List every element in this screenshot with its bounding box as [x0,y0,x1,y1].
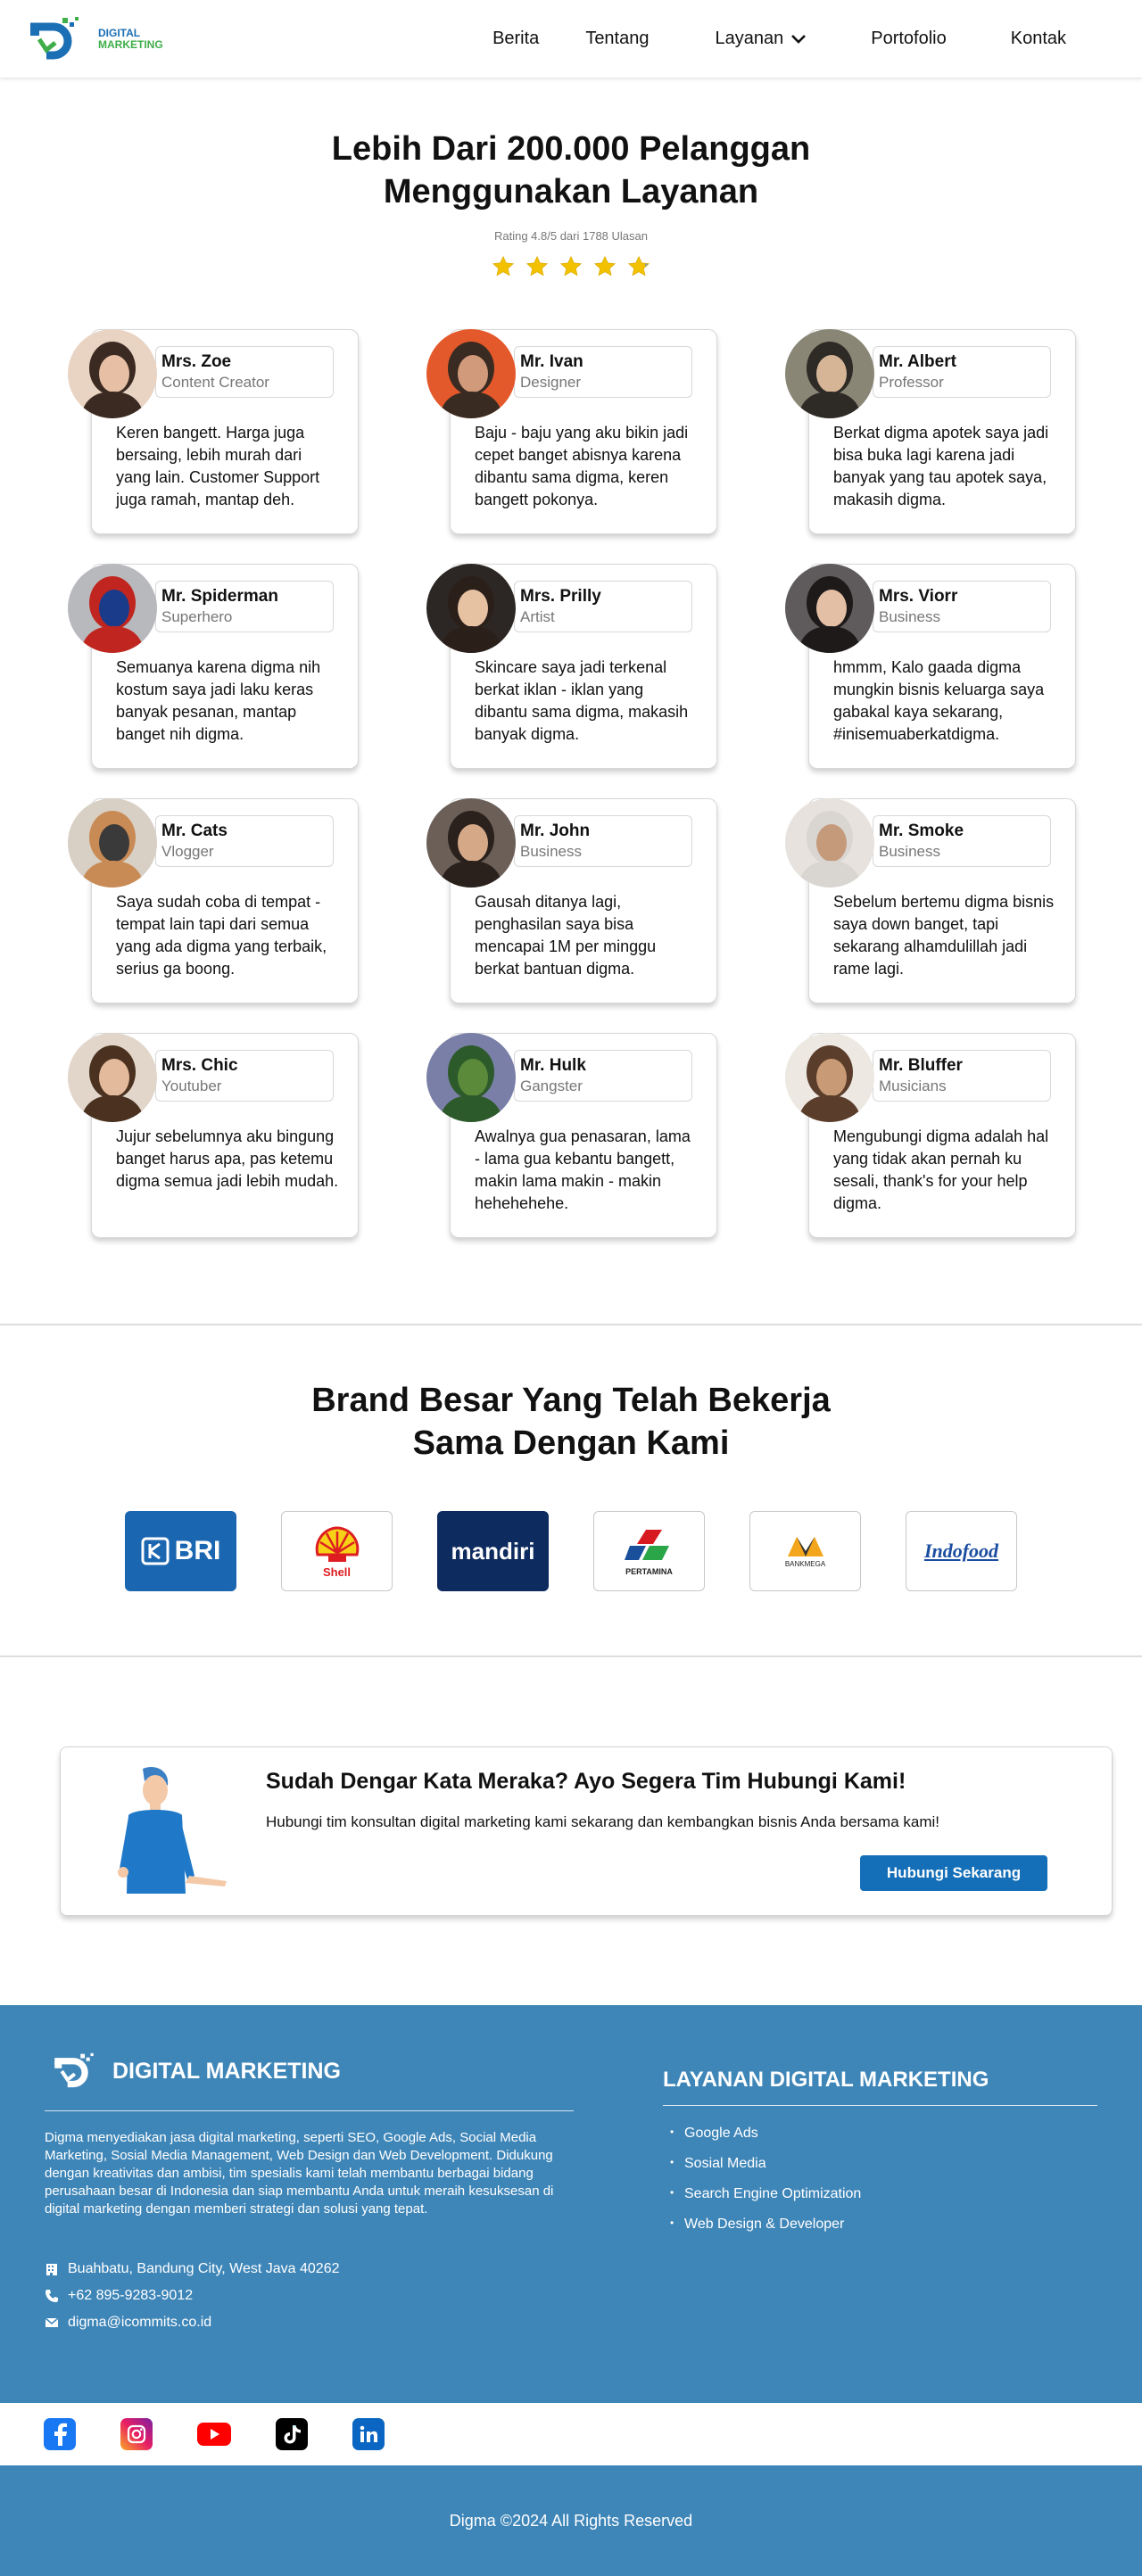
footer-service-item[interactable]: • Sosial Media [663,2156,1097,2172]
avatar [785,798,874,888]
footer-phone[interactable] [45,2288,574,2304]
nav-berita[interactable] [492,29,539,49]
reviewer-role: Business [520,843,582,860]
nav-kontak[interactable] [1011,29,1066,49]
brand-logo-bankmega [749,1511,861,1591]
footer-description: Digma menyediakan jasa digital marketing, seperti SEO, Google Ads, Social Media Marketing, Sosial Media Management, Web Design dan Web Development. Didukung dengan kreativitas dan ambisi, tim spesialis kami telah membantu berbagai bidang perusahaan besar di Indonesia dan siap membantu Anda untuk meraih kesuksesan di digital marketing dengan memberi strategi dan solusi yang tepat. [45,2130,554,2217]
copyright-text: Digma ©2024 All Rights Reserved [449,2511,693,2530]
reviewer-name: Mr. Smoke [879,822,964,840]
footer-service-item[interactable]: • Web Design & Developer [663,2217,1097,2233]
logo-text-marketing: MARKETING [98,37,163,51]
nav-kontak-label: Kontak [1010,29,1066,48]
youtube-icon[interactable] [197,2423,231,2446]
reviewer-role: Youtuber [161,1077,222,1094]
testimonial-card [450,1033,717,1238]
footer-brand-text: DIGITAL MARKETING [112,2058,342,2084]
nav-berita-label: Berita [492,29,540,48]
testimonial-namebox [873,815,1051,867]
testimonial-card [91,564,359,769]
reviewer-role: Artist [520,608,555,625]
footer-service-item[interactable]: • Google Ads [663,2126,1097,2142]
brand-pertamina-label: PERTAMINA [625,1567,673,1576]
testimonial-card [808,1033,1076,1238]
testimonial-card [450,798,717,1003]
brand-mandiri-label: mandiri [451,1537,535,1565]
reviewer-role: Superhero [161,608,233,625]
star-icon [525,255,549,283]
testimonial-quote: Saya sudah coba di tempat - tempat lain tapi dari semua yang ada digma yang terbaik, serius ga boong. [116,893,327,978]
reviewer-name: Mr. Hulk [520,1056,586,1075]
reviewer-name: Mr. Cats [161,822,228,840]
testimonial-quote: Baju - baju yang aku bikin jadi cepet banget abisnya karena dibantu sama digma, keren bangett pokonya. [475,424,689,508]
reviewer-role: Designer [520,374,582,391]
testimonial-namebox [155,815,334,867]
footer-email[interactable] [45,2315,574,2331]
copyright-bar [0,2465,1142,2576]
footer-services-list [663,2126,1097,2233]
logo-icon [52,2050,103,2093]
testimonial-namebox [155,346,334,398]
testimonial-namebox [873,346,1051,398]
footer-about [45,2050,574,2341]
brand-logo-pertamina [593,1511,705,1591]
reviewer-name: Mr. Albert [879,352,956,371]
cta-text: Hubungi tim konsultan digital marketing kami sekarang dan kembangkan bisnis Anda bersama kami! [266,1813,940,1830]
avatar [426,798,516,888]
testimonial-card [91,1033,359,1238]
avatar [426,564,516,653]
nav-portofolio-label: Portofolio [871,29,947,48]
testimonial-card [808,798,1076,1003]
linkedin-icon[interactable] [352,2418,385,2450]
reviewer-role: Content Creator [161,374,269,391]
brands-title-line1: Brand Besar Yang Telah Bekerja [311,1382,831,1419]
footer-email-text: digma@icommits.co.id [68,2315,212,2330]
logo-icon [27,14,91,64]
reviewer-name: Mr. John [520,822,591,840]
rating-text: Rating 4.8/5 dari 1788 Ulasan [493,229,648,243]
testimonial-quote: Jujur sebelumnya aku bingung banget harus apa, pas ketemu digma semua jadi lebih mudah. [116,1127,339,1190]
testimonial-quote: Semuanya karena digma nih kostum saya jadi laku keras banyak pesanan, mantap banget nih digma. [116,658,321,743]
testimonial-card [450,564,717,769]
testimonial-namebox [155,1050,334,1102]
facebook-icon[interactable] [44,2418,76,2450]
footer-phone-text: +62 895-9283-9012 [68,2288,194,2303]
nav-portofolio[interactable] [871,29,947,49]
chevron-down-icon [790,34,807,45]
cta-card [60,1746,1113,1916]
testimonial-namebox [873,581,1051,632]
contact-now-button[interactable]: Hubungi Sekarang [860,1855,1047,1891]
testimonial-namebox [514,815,692,867]
instagram-icon[interactable] [120,2418,153,2450]
nav-tentang[interactable] [585,29,649,49]
testimonials-title-line2: Menggunakan Layanan [383,173,759,211]
avatar [785,329,874,418]
testimonial-card [450,329,717,534]
testimonial-namebox [514,346,692,398]
star-icon [593,255,617,283]
brand-logo-indofood [906,1511,1017,1591]
reviewer-name: Mr. Ivan [520,352,583,371]
brand-logo-bri [125,1511,236,1591]
reviewer-role: Professor [879,374,944,391]
testimonial-quote: Awalnya gua penasaran, lama - lama gua kebantu bangett, makin lama makin - makin hehehehehe. [475,1127,691,1212]
avatar [785,1033,874,1122]
avatar [785,564,874,653]
social-links [0,2403,1142,2465]
testimonial-namebox [155,581,334,632]
reviewer-role: Business [879,608,940,625]
footer-address-text: Buahbatu, Bandung City, West Java 40262 [68,2261,340,2276]
testimonials-title [0,128,1142,213]
avatar [426,329,516,418]
footer-services [663,2068,1097,2247]
person-pointing-illustration [96,1760,230,1913]
testimonial-quote: Berkat digma apotek saya jadi bisa buka lagi karena jadi banyak yang tau apotek saya, makasih digma. [833,424,1049,508]
cta-title: Sudah Dengar Kata Meraka? Ayo Segera Tim Hubungi Kami! [266,1769,906,1794]
testimonial-namebox [514,581,692,632]
footer [0,2005,1142,2403]
site-logo[interactable] [27,14,163,64]
reviewer-name: Mrs. Zoe [161,352,232,371]
reviewer-role: Musicians [879,1077,947,1094]
avatar [68,564,157,653]
reviewer-name: Mr. Bluffer [879,1056,963,1075]
reviewer-role: Business [879,843,940,860]
footer-divider [45,2110,574,2111]
avatar [68,798,157,888]
footer-services-title: LAYANAN DIGITAL MARKETING [663,2068,989,2092]
footer-service-item[interactable]: • Search Engine Optimization [663,2186,1097,2202]
testimonial-card [91,798,359,1003]
brand-bankmega-label: BANKMEGA [784,1559,826,1568]
testimonial-card [808,329,1076,534]
footer-address [45,2261,574,2277]
brand-shell-label: Shell [322,1565,352,1579]
brand-bri-label: BRI [174,1536,221,1565]
cta-section [0,1657,1142,2005]
testimonial-quote: hmmm, Kalo gaada digma mungkin bisnis keluarga saya gabakal kaya sekarang, #inisemuaberkatdigma. [833,658,1045,743]
nav-layanan-dropdown[interactable] [715,29,807,49]
mail-icon [45,2316,59,2329]
avatar [68,329,157,418]
bri-mark-icon [141,1537,170,1565]
reviewer-role: Gangster [520,1077,583,1094]
bankmega-icon [786,1535,825,1558]
logo-text-digital: DIGITAL [98,26,141,39]
star-icon [492,255,515,283]
avatar [426,1033,516,1122]
star-icon [559,255,583,283]
brands-section [0,1325,1142,1657]
footer-contacts [45,2261,574,2331]
testimonial-quote: Skincare saya jadi terkenal berkat iklan - iklan yang dibantu sama digma, makasih banyak digma. [475,658,689,743]
testimonial-card [91,329,359,534]
testimonial-quote: Keren bangett. Harga juga bersaing, lebih murah dari yang lain. Customer Support juga ramah, mantap deh. [116,424,320,508]
brand-logo-mandiri [437,1511,549,1591]
building-icon [45,2262,59,2276]
testimonial-namebox [514,1050,692,1102]
reviewer-name: Mrs. Prilly [520,587,601,606]
testimonial-quote: Mengubungi digma adalah hal yang tidak akan pernah ku sesali, thank's for your help digma. [833,1127,1049,1212]
rating-stars [0,255,1142,283]
main-menu [492,29,1066,49]
reviewer-role: Vlogger [161,843,214,860]
testimonial-card [808,564,1076,769]
phone-icon [45,2289,59,2303]
footer-services-divider [663,2105,1097,2106]
reviewer-name: Mrs. Chic [161,1056,238,1075]
brands-title-line2: Sama Dengan Kami [412,1424,730,1462]
testimonial-quote: Gausah ditanya lagi, penghasilan saya bisa mencapai 1M per minggu berkat bantuan digma. [475,893,657,978]
testimonials-title-line1: Lebih Dari 200.000 Pelanggan [331,130,811,168]
reviewer-name: Mrs. Viorr [879,587,958,606]
brands-title [0,1379,1142,1465]
brand-logo-row [125,1511,1142,1591]
testimonial-quote: Sebelum bertemu digma bisnis saya down banget, tapi sekarang alhamdulillah jadi rame lagi. [833,893,1055,978]
shell-icon [312,1524,362,1565]
testimonial-namebox [873,1050,1051,1102]
brand-indofood-label: Indofood [923,1540,999,1562]
brand-logo-shell [281,1511,393,1591]
nav-layanan-label: Layanan [715,29,784,48]
footer-logo[interactable] [45,2050,574,2093]
top-navbar [0,0,1142,78]
reviewer-name: Mr. Spiderman [161,587,278,606]
star-icon [627,255,650,283]
pertamina-icon [623,1526,676,1564]
avatar [68,1033,157,1122]
testimonials-section [0,78,1142,1325]
nav-tentang-label: Tentang [585,29,650,48]
testimonial-grid [91,329,1142,1238]
tiktok-icon[interactable] [276,2418,308,2450]
